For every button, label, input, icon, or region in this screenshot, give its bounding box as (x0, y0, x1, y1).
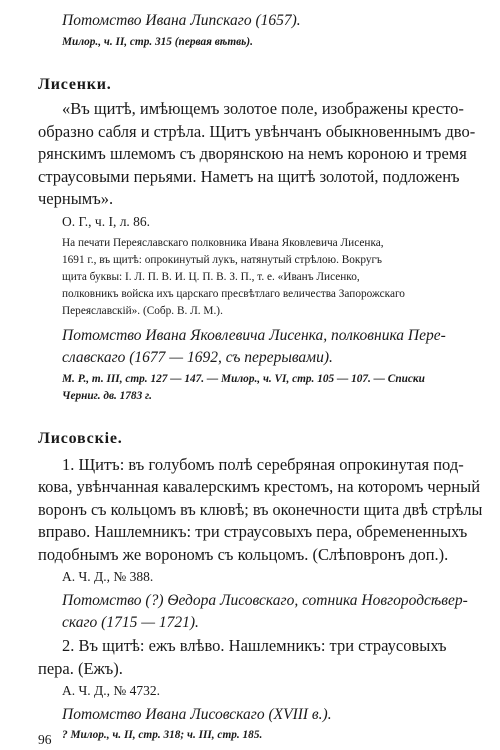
text-line: пера. (Ежъ). (38, 659, 123, 678)
page-number: 96 (38, 732, 52, 747)
text-line: На печати Переяславскаго полковника Ивана Яковлевича Лисенка, (62, 237, 384, 249)
text-line: полковникъ войска ихъ царскаго пресвѣтлаго величества Запорожскаго (62, 288, 405, 300)
text-line: щита буквы: I. Л. П. В. И. Ц. П. В. З. П., т. е. «Иванъ Лисенко, (62, 271, 360, 283)
text-line: чернымъ». (38, 189, 114, 208)
text-line: воронъ съ кольцомъ въ клювѣ; въ оконечности щита двѣ стрѣлы (38, 500, 483, 519)
text-line: кова, увѣнчанная кавалерскимъ крестомъ, на которомъ черный (38, 477, 481, 496)
text-line: Черниг. дв. 1783 г. (62, 390, 152, 402)
text-line: образно сабля и стрѣла. Щитъ увѣнчанъ обыкновеннымъ дво- (38, 122, 476, 141)
text-line: ? Милор., ч. II, стр. 318; ч. III, стр. 185. (62, 729, 263, 741)
text-line: страусовыми перьями. Наметъ на щитѣ золотой, подложенъ (38, 167, 460, 186)
text-line: Лисенки. (38, 76, 112, 93)
text-line: скаго (1715 — 1721). (62, 614, 199, 631)
text-line: Переяславскій». (Собр. В. Л. М.). (62, 305, 223, 317)
text-line: М. Р., т. III, стр. 127 — 147. — Милор., ч. VI, стр. 105 — 107. — Списки (62, 373, 425, 385)
text-line: подобнымъ же ворономъ съ кольцомъ. (Слѣповронъ доп.). (38, 545, 449, 564)
text-line: А. Ч. Д., № 4732. (62, 683, 160, 698)
text-line: Лисовскіе. (38, 430, 123, 447)
text-line: Милор., ч. II, стр. 315 (первая вѣтвь). (62, 36, 253, 48)
text-line: Потомство Ивана Яковлевича Лисенка, полковника Пере- (62, 327, 446, 344)
text-line: вправо. Нашлемникъ: три страусовыхъ пера, обремененныхъ (38, 522, 468, 541)
text-line: А. Ч. Д., № 388. (62, 569, 154, 584)
text-line: 1. Щитъ: въ голубомъ полѣ серебряная опрокинутая под- (62, 455, 464, 474)
text-line: О. Г., ч. I, л. 86. (62, 214, 151, 229)
text-line: славскаго (1677 — 1692, съ перерывами). (62, 349, 333, 366)
text-line: Потомство (?) Ѳедора Лисовскаго, сотника Новгородсѣвер- (62, 592, 468, 609)
text-line: 2. Въ щитѣ: ежъ влѣво. Нашлемникъ: три страусовыхъ (62, 636, 447, 655)
text-line: Потомство Ивана Лисовскаго (XVIII в.). (62, 706, 332, 723)
text-line: «Въ щитѣ, имѣющемъ золотое поле, изображены кресто- (62, 99, 464, 118)
text-line: Потомство Ивана Липскаго (1657). (62, 12, 301, 29)
text-line: 1691 г., въ щитѣ: опрокинутый лукъ, натянутый стрѣлою. Вокругъ (62, 254, 383, 266)
text-line: рянскимъ шлемомъ съ дворянскою на немъ короною и тремя (38, 144, 467, 163)
